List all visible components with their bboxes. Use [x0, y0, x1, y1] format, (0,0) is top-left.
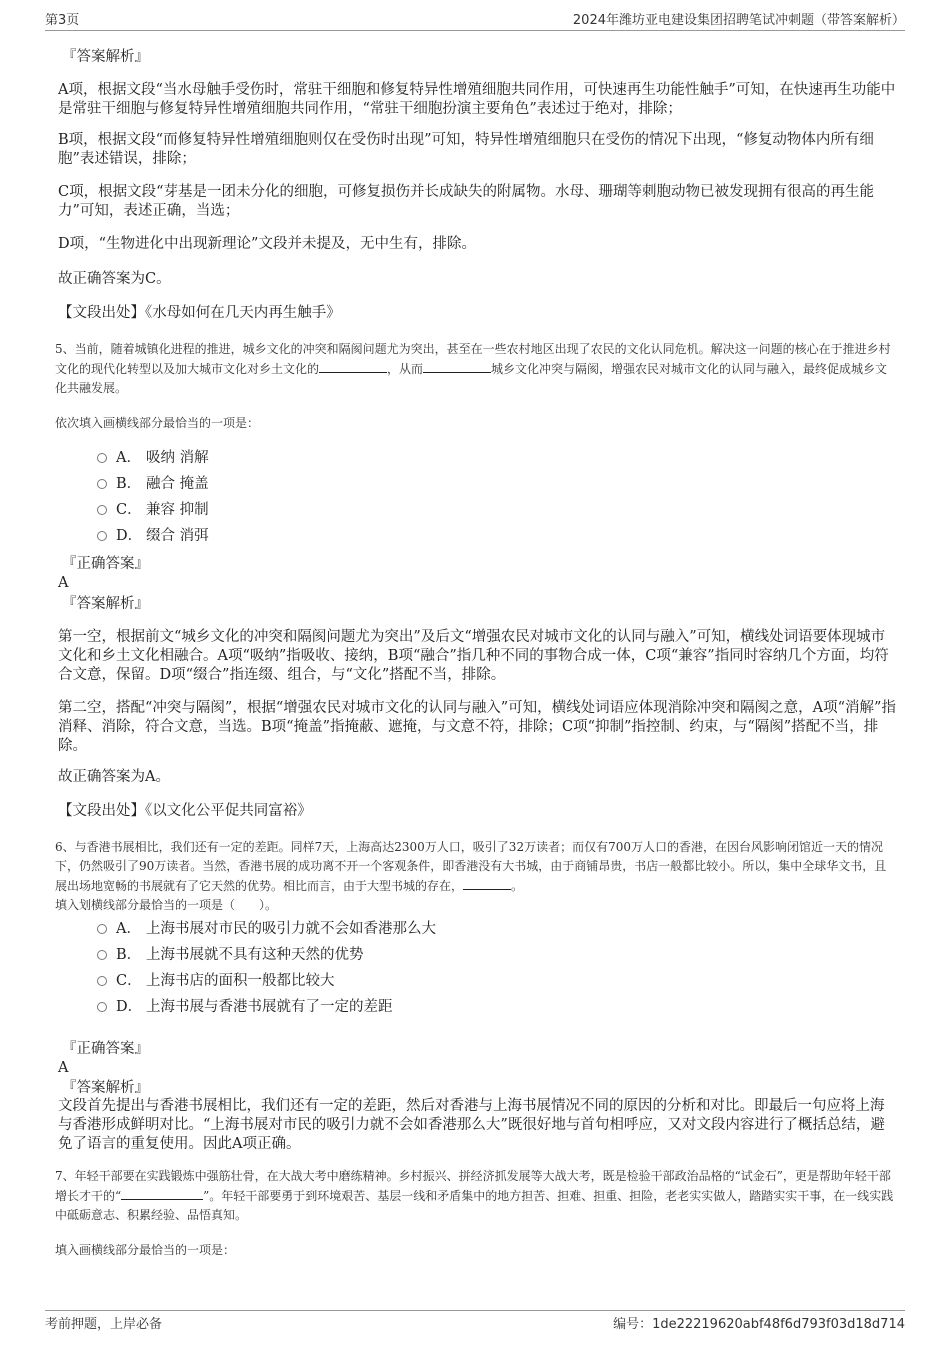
q4-conclusion: 故正确答案为C。: [58, 271, 171, 287]
document-title: 2024年潍坊亚电建设集团招聘笔试冲刺题（带答案解析）: [572, 13, 905, 28]
q6-option-c[interactable]: C． 上海书店的面积一般都比较大: [97, 971, 335, 991]
q6-option-b[interactable]: B． 上海书展就不具有这种天然的优势: [97, 945, 364, 965]
q5-correct-title: 『正确答案』: [62, 556, 149, 572]
q4-analysis-title: 『答案解析』: [62, 49, 149, 65]
q5-analysis-p1: 第一空，根据前文“城乡文化的冲突和隔阂问题尤为突出”及后文“增强农民对城市文化的认同与融入”可知，横线处词语要体现城市文化和乡土文化相融合。A项“吸纳”指吸收、接纳，B项“融合”指几种不同的事物合成一体，C项“兼容”指同时容纳几个方面，均符合文意，保留。D项“缀合”指连缀、组合，与“文化”搭配不当，排除。: [58, 629, 889, 683]
q6-option-d[interactable]: D． 上海书展与香港书展就有了一定的差距: [97, 997, 393, 1017]
q7-prompt: 填入画横线部分最恰当的一项是：: [55, 1243, 236, 1257]
radio-icon[interactable]: [97, 479, 107, 489]
document-id: 编号：1de22219620abf48f6d793f03d18d714: [613, 1317, 905, 1332]
q7-question-text: 7、年轻干部要在实践锻炼中强筋壮骨，在大战大考中磨练精神。乡村振兴、拼经济抓发展等大战大考，既是检验干部政治品格的“试金石”，更是帮助年轻干部增长才干的“ ”。年轻干部要勇于到环境艰苦、基层一线和矛盾集中的地方担苦、担难、担重、担险，老老实实做人，踏踏实实干事，在一线实践中砥砺意志、积累经验、品悟真知。: [55, 1169, 894, 1222]
radio-icon[interactable]: [97, 976, 107, 986]
q5-prompt: 依次填入画横线部分最恰当的一项是：: [55, 416, 260, 430]
q6-correct-answer: A: [58, 1060, 69, 1076]
q6-option-a[interactable]: A． 上海书展对市民的吸引力就不会如香港那么大: [97, 919, 436, 939]
q5-source: 【文段出处】《以文化公平促共同富裕》: [58, 803, 312, 819]
page-number: 第3页: [45, 13, 80, 28]
q5-analysis-title: 『答案解析』: [62, 596, 149, 612]
q6-question-text: 6、与香港书展相比，我们还有一定的差距。同样7天，上海高达2300万人口，吸引了32万读者；而仅有700万人口的香港，在因台风影响闭馆近一天的情况下，仍然吸引了90万读者。当然，香港书展的成功离不开一个客观条件，即香港没有大书城，由于商铺昂贵，书店一般都比较小。所以，集中全球华文书，且展出场地宽畅的书展就有了它天然的优势。相比而言，由于大型书城的存在， 。: [55, 840, 887, 893]
radio-icon[interactable]: [97, 505, 107, 515]
radio-icon[interactable]: [97, 950, 107, 960]
q7-blank: [121, 1186, 203, 1200]
q6-analysis: 文段首先提出与香港书展相比，我们还有一定的差距，然后对香港与上海书展情况不同的原因的分析和对比。即最后一句应将上海与香港形成鲜明对比。“上海书展对市民的吸引力就不会如香港那么大”既很好地与首句相呼应，又对文段内容进行了概括总结，避免了语言的重复使用。因此A项正确。: [58, 1098, 885, 1152]
q6-prompt: 填入划横线部分最恰当的一项是（ ）。: [55, 898, 278, 912]
q5-option-a[interactable]: A． 吸纳 消解: [97, 448, 209, 468]
q4-analysis-b: B项，根据文段“而修复特异性增殖细胞则仅在受伤时出现”可知，特异性增殖细胞只在受伤的情况下出现，“修复动物体内所有细胞”表述错误，排除；: [58, 132, 874, 167]
q4-analysis-a: A项，根据文段“当水母触手受伤时，常驻干细胞和修复特异性增殖细胞共同作用，可快速再生功能性触手”可知，在快速再生功能中是常驻干细胞与修复特异性增殖细胞共同作用，“常驻干细胞扮演主要角色”表述过于绝对，排除；: [58, 82, 896, 117]
q4-source: 【文段出处】《水母如何在几天内再生触手》: [58, 305, 341, 321]
q5-blank-1: [319, 359, 387, 373]
footer-slogan: 考前押题，上岸必备: [45, 1317, 163, 1332]
radio-icon[interactable]: [97, 924, 107, 934]
q5-question-text: 5、当前，随着城镇化进程的推进，城乡文化的冲突和隔阂问题尤为突出，甚至在一些农村地区出现了农民的文化认同危机。解决这一问题的核心在于推进乡村文化的现代化转型以及加大城市文化对乡土文化的 ，从而 城乡文化冲突与隔阂，增强农民对城市文化的认同与融入，最终促成城乡文化共融发展。: [55, 342, 891, 395]
q6-correct-title: 『正确答案』: [62, 1041, 149, 1057]
q6-analysis-title: 『答案解析』: [62, 1080, 149, 1096]
radio-icon[interactable]: [97, 1002, 107, 1012]
q4-analysis-c: C项，根据文段“芽基是一团未分化的细胞，可修复损伤并长成缺失的附属物。水母、珊瑚等刺胞动物已被发现拥有很高的再生能力”可知，表述正确，当选；: [58, 184, 875, 219]
q5-option-c[interactable]: C． 兼容 抑制: [97, 500, 209, 520]
q5-conclusion: 故正确答案为A。: [58, 769, 170, 785]
q5-option-d[interactable]: D． 缀合 消弭: [97, 526, 209, 546]
q5-blank-2: [423, 359, 491, 373]
q6-blank: [463, 876, 511, 890]
radio-icon[interactable]: [97, 453, 107, 463]
q5-analysis-p2: 第二空，搭配“冲突与隔阂”，根据“增强农民对城市文化的认同与融入”可知，横线处词语应体现消除冲突和隔阂之意，A项“消解”指消释、消除，符合文意，当选。B项“掩盖”指掩蔽、遮掩，与文意不符，排除；C项“抑制”指控制、约束，与“隔阂”搭配不当，排除。: [58, 700, 896, 754]
q4-analysis-d: D项，“生物进化中出现新理论”文段并未提及，无中生有，排除。: [58, 236, 476, 252]
header-divider: [45, 30, 905, 31]
q5-correct-answer: A: [58, 575, 69, 591]
q5-option-b[interactable]: B． 融合 掩盖: [97, 474, 209, 494]
footer-divider: [45, 1310, 905, 1311]
radio-icon[interactable]: [97, 531, 107, 541]
